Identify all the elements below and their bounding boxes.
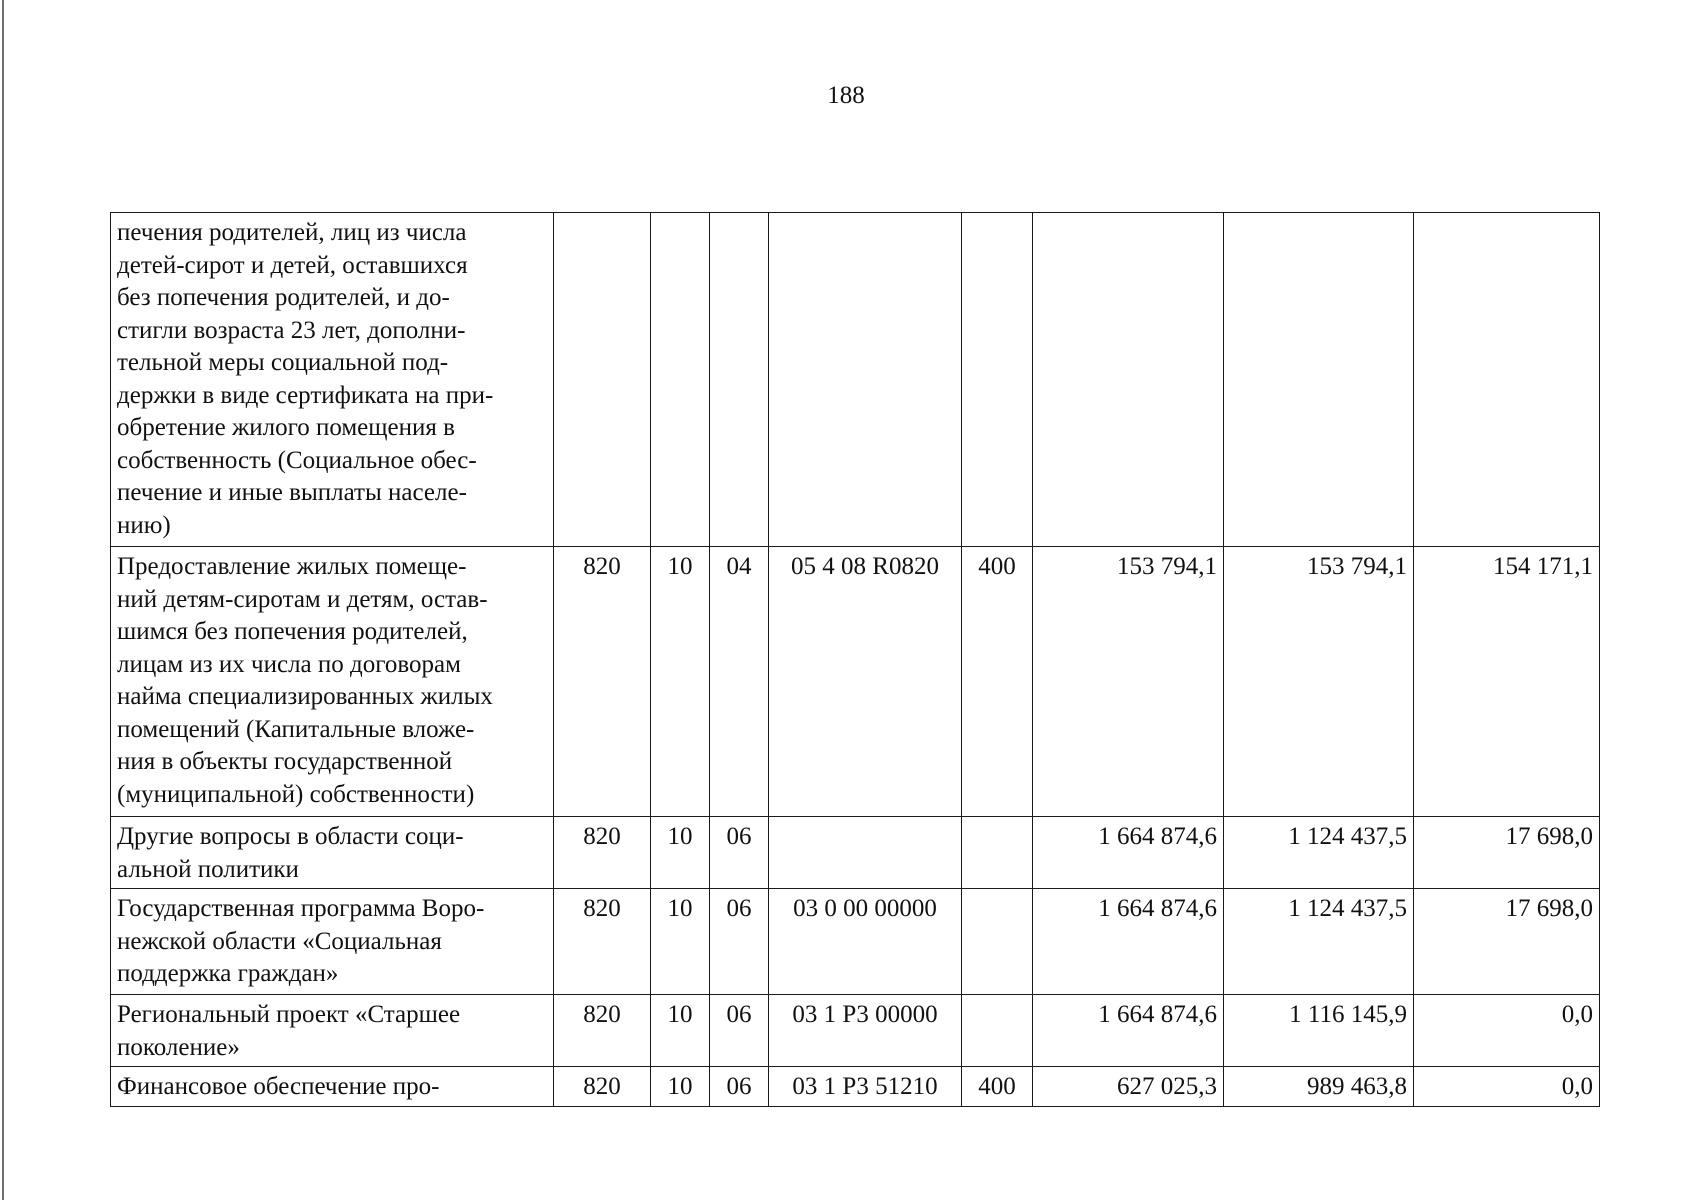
pr-cell: 06 [710,1067,769,1107]
row-name-line: печения родителей, лиц из числа [117,219,467,246]
vr-cell: 400 [962,547,1033,817]
row-name-cell [111,889,554,995]
row-name-line: шимся без попечения родителей, [117,618,468,645]
row-name-line: Финансовое обеспечение про- [117,1073,440,1100]
gr-cell: 820 [554,817,651,889]
row-name-line: собственность (Социальное обес- [117,446,477,474]
row-name-line: поддержка граждан» [117,960,339,987]
row-name-cell [111,213,554,547]
row-name-line: держки в виде сертификата на при- [117,381,494,409]
sum-cell-1: 1 664 874,6 [1033,995,1224,1067]
row-name-line: поколение» [117,1033,240,1061]
row-name-line: без попечения родителей, и до- [117,284,450,311]
rz-cell: 10 [651,995,710,1067]
pr-cell: 04 [710,547,769,817]
budget-table [110,212,1600,1107]
table-row [111,889,1600,995]
pr-cell: 06 [710,817,769,889]
vr-cell [962,213,1033,547]
sum-cell-3 [1414,213,1600,547]
sum-cell-2: 989 463,8 [1224,1067,1414,1107]
row-name-line: печение и иные выплаты населе- [117,479,467,506]
row-name-line: помещений (Капитальные вложе- [117,715,475,743]
csr-cell: 03 1 Р3 00000 [769,995,962,1067]
row-name-line: тельной меры социальной под- [117,349,449,376]
rz-cell: 10 [651,547,710,817]
sum-cell-3: 17 698,0 [1414,889,1600,995]
table-row [111,995,1600,1067]
sum-cell-2 [1224,213,1414,547]
table-row [111,1067,1600,1107]
sum-cell-1: 627 025,3 [1033,1067,1224,1107]
sum-cell-1: 1 664 874,6 [1033,817,1224,889]
gr-cell: 820 [554,1067,651,1107]
table-row [111,817,1600,889]
vr-cell [962,889,1033,995]
row-name-line: Государственная программа Воро- [117,895,485,922]
row-name-line: детей-сирот и детей, оставшихся [117,251,468,279]
rz-cell: 10 [651,889,710,995]
csr-cell [769,817,962,889]
row-name-line: ния в объекты государственной [117,748,453,775]
row-name-line: ний детям-сиротам и детям, остав- [117,585,488,613]
row-name-line: Региональный проект «Старшее [117,1001,461,1028]
sum-cell-2: 1 124 437,5 [1224,817,1414,889]
row-name-line: стигли возраста 23 лет, дополни- [117,316,466,344]
sum-cell-1 [1033,213,1224,547]
sum-cell-2: 1 116 145,9 [1224,995,1414,1067]
sum-cell-3: 0,0 [1414,995,1600,1067]
rz-cell: 10 [651,817,710,889]
pr-cell: 06 [710,995,769,1067]
sum-cell-1: 1 664 874,6 [1033,889,1224,995]
rz-cell [651,213,710,547]
vr-cell [962,995,1033,1067]
csr-cell: 05 4 08 R0820 [769,547,962,817]
sum-cell-3: 17 698,0 [1414,817,1600,889]
row-name-cell [111,995,554,1067]
sum-cell-2: 153 794,1 [1224,547,1414,817]
page-edge-line [2,0,4,1200]
csr-cell: 03 0 00 00000 [769,889,962,995]
sum-cell-3: 154 171,1 [1414,547,1600,817]
vr-cell [962,817,1033,889]
row-name-line: Другие вопросы в области соци- [117,823,464,850]
gr-cell: 820 [554,889,651,995]
table-row [111,547,1600,817]
pr-cell [710,213,769,547]
pr-cell: 06 [710,889,769,995]
table-row [111,213,1600,547]
sum-cell-3: 0,0 [1414,1067,1600,1107]
gr-cell: 820 [554,995,651,1067]
sum-cell-1: 153 794,1 [1033,547,1224,817]
rz-cell: 10 [651,1067,710,1107]
row-name-line: (муниципальной) собственности) [117,780,475,808]
csr-cell: 03 1 Р3 51210 [769,1067,962,1107]
row-name-line: найма специализированных жилых [117,683,493,710]
row-name-line: обретение жилого помещения в [117,414,455,441]
row-name-cell [111,1067,554,1107]
row-name-line: Предоставление жилых помеще- [117,553,467,580]
sum-cell-2: 1 124 437,5 [1224,889,1414,995]
page-number: 188 [827,82,865,109]
gr-cell: 820 [554,547,651,817]
row-name-line: альной политики [117,855,299,883]
row-name-line: лицам из их числа по договорам [117,650,461,678]
gr-cell [554,213,651,547]
vr-cell: 400 [962,1067,1033,1107]
row-name-cell [111,547,554,817]
csr-cell [769,213,962,547]
row-name-cell [111,817,554,889]
row-name-line: нию) [117,511,171,539]
row-name-line: нежской области «Социальная [117,927,442,955]
